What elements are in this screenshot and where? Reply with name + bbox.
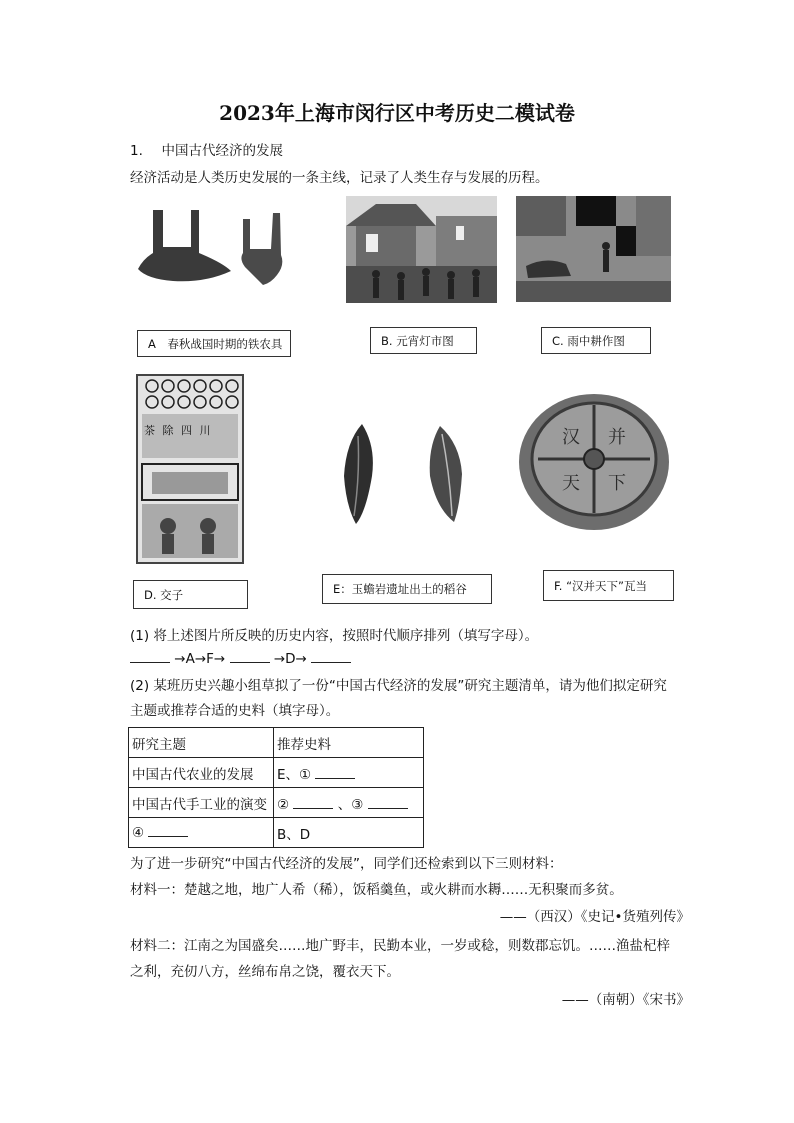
table-row	[129, 788, 424, 818]
tile-char-2: 并	[608, 427, 626, 448]
table-cell-mid: 、③	[337, 796, 364, 813]
material-1-source: ——（西汉）《史记•货殖列传》	[499, 909, 690, 925]
sub-question-2-line1: (2) 某班历史兴趣小组草拟了一份“中国古代经济的发展”研究主题清单，请为他们拟定研究	[130, 678, 667, 694]
further-intro: 为了进一步研究“中国古代经济的发展”，同学们还检索到以下三则材料：	[130, 856, 563, 872]
rain-farming-image	[516, 196, 671, 302]
table-cell-material	[274, 758, 424, 788]
table-cell-topic	[129, 818, 274, 848]
answer-blank-1[interactable]	[130, 650, 170, 663]
page-title: 2023年上海市闵行区中考历史二模试卷	[219, 101, 575, 125]
table-header-material: 推荐史料	[274, 728, 424, 758]
table-cell-topic: 中国古代手工业的演变	[129, 788, 274, 818]
jiaozi-text: 茶 除 四 川	[144, 424, 213, 437]
answer-blank-row1[interactable]	[315, 766, 355, 779]
table-cell-prefix: ④	[132, 825, 145, 841]
answer-blank-row3[interactable]	[148, 824, 188, 837]
jiaozi-image	[136, 374, 244, 564]
caption-e: E：玉蟾岩遗址出土的稻谷	[322, 574, 492, 604]
answer-blank-3[interactable]	[311, 650, 351, 663]
han-tile-image	[518, 393, 671, 531]
question-intro: 经济活动是人类历史发展的一条主线，记录了人类生存与发展的历程。	[130, 170, 549, 186]
table-row	[129, 758, 424, 788]
sub-question-1: (1) 将上述图片所反映的历史内容，按照时代顺序排列（填写字母）。	[130, 628, 539, 644]
material-2-line2: 之利，充仞八方，丝绵布帛之饶，覆衣天下。	[130, 964, 400, 980]
table-cell-material	[274, 788, 424, 818]
material-2-line1: 材料二：江南之为国盛矣……地广野丰，民勤本业，一岁或稔，则数郡忘饥。……渔盐杞梓	[130, 938, 670, 954]
question-number: 1.	[130, 143, 143, 159]
iron-tools-image	[135, 205, 295, 295]
tile-char-3: 天	[562, 473, 580, 494]
lantern-market-image	[346, 196, 497, 303]
question-heading-text: 中国古代经济的发展	[161, 143, 283, 159]
answer-sequence-2: →D→	[273, 651, 307, 667]
tile-char-4: 下	[608, 473, 626, 494]
table-cell-prefix: ②	[277, 796, 290, 813]
sub1-answer-line	[130, 650, 351, 667]
table-cell-prefix: E、①	[277, 766, 312, 783]
table-cell-material: B、D	[274, 818, 424, 848]
table-cell-topic: 中国古代农业的发展	[129, 758, 274, 788]
table-row	[129, 818, 424, 848]
caption-c: C. 雨中耕作图	[541, 327, 651, 354]
answer-blank-2[interactable]	[230, 650, 270, 663]
question-heading	[130, 139, 283, 159]
answer-blank-row2a[interactable]	[293, 796, 333, 809]
table-header-row	[129, 728, 424, 758]
caption-d: D. 交子	[133, 580, 248, 609]
answer-sequence-1: →A→F→	[174, 651, 226, 667]
rice-grains-image	[336, 416, 476, 532]
answer-blank-row2b[interactable]	[368, 796, 408, 809]
caption-f: F. “汉并天下”瓦当	[543, 570, 674, 601]
material-1: 材料一：楚越之地，地广人希（稀），饭稻羹鱼，或火耕而水耨……无积聚而多贫。	[130, 882, 623, 898]
tile-char-1: 汉	[562, 427, 580, 448]
research-topic-table	[128, 727, 424, 848]
caption-a: A 春秋战国时期的铁农具	[137, 330, 291, 357]
table-header-topic: 研究主题	[129, 728, 274, 758]
material-2-source: ——（南朝）《宋书》	[561, 992, 690, 1008]
sub-question-2-line2: 主题或推荐合适的史料（填字母）。	[130, 703, 340, 719]
caption-b: B. 元宵灯市图	[370, 327, 477, 354]
